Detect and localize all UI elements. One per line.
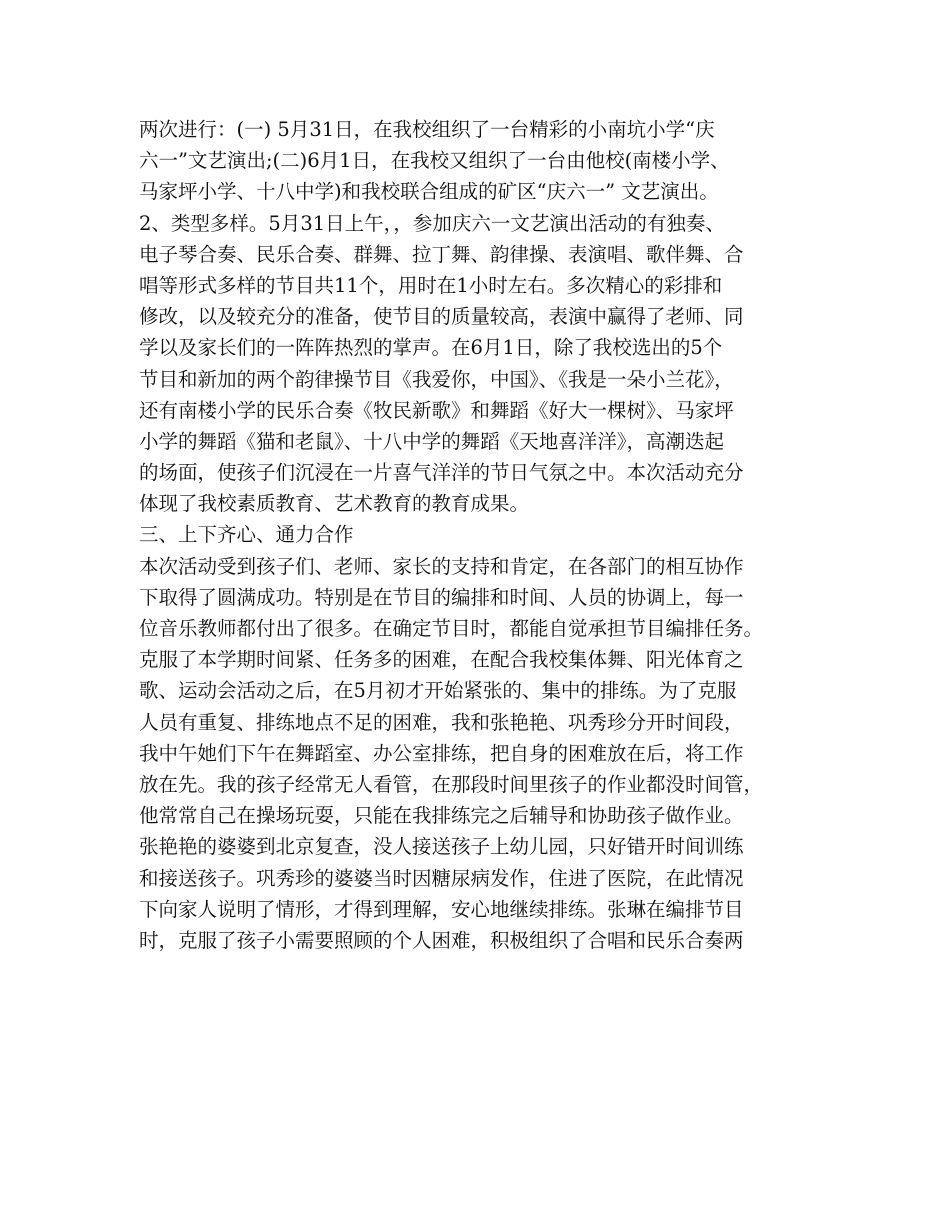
document-body xyxy=(139,114,839,956)
text-line: 修改，以及较充分的准备，使节目的质量较高，表演中赢得了老师、同 xyxy=(139,305,744,329)
text-line: 位音乐教师都付出了很多。在确定节目时，都能自觉承担节目编排任务。 xyxy=(139,617,764,640)
text-line: 下取得了圆满成功。特别是在节目的编排和时间、人员的协调上，每一 xyxy=(139,585,744,609)
text-line: 唱等形式多样的节目共11个，用时在1小时左右。多次精心的彩排和 xyxy=(139,273,723,297)
text-line: 还有南楼小学的民乐合奏《牧民新歌》和舞蹈《好大一棵树》、马家坪 xyxy=(139,398,734,422)
text-line: 六一”文艺演出;(二)6月1日，在我校又组织了一台由他校(南楼小学、 xyxy=(139,149,730,173)
text-line: 放在先。我的孩子经常无人看管，在那段时间里孩子的作业都没时间管， xyxy=(139,772,764,796)
text-line: 和接送孩子。巩秀珍的婆婆当时因糖尿病发作，住进了医院，在此情况 xyxy=(139,866,744,890)
text-line: 电子琴合奏、民乐合奏、群舞、拉丁舞、韵律操、表演唱、歌伴舞、合 xyxy=(139,242,744,266)
text-line: 歌、运动会活动之后，在5月初才开始紧张的、集中的排练。为了克服 xyxy=(139,679,737,703)
text-line: 2、类型多样。5月31日上午，，参加庆六一文艺演出活动的有独奏、 xyxy=(139,211,725,235)
text-line: 张艳艳的婆婆到北京复查，没人接送孩子上幼儿园，只好错开时间训练 xyxy=(139,835,744,859)
text-line: 他常常自己在操场玩耍，只能在我排练完之后辅导和协助孩子做作业。 xyxy=(139,804,744,828)
text-line: 本次活动受到孩子们、老师、家长的支持和肯定，在各部门的相互协作 xyxy=(139,554,744,578)
text-line: 体现了我校素质教育、艺术教育的教育成果。 xyxy=(139,492,530,516)
section-heading: 三、上下齐心、通力合作 xyxy=(139,523,354,547)
text-line: 节目和新加的两个韵律操节目《我爱你，中国》、《我是一朵小兰花》， xyxy=(139,367,734,391)
text-line: 我中午她们下午在舞蹈室、办公室排练，把自身的困难放在后，将工作 xyxy=(139,741,744,765)
text-line: 的场面，使孩子们沉浸在一片喜气洋洋的节日气氛之中。本次活动充分 xyxy=(139,461,744,485)
text-line: 小学的舞蹈《猫和老鼠》、十八中学的舞蹈《天地喜洋洋》，高潮迭起 xyxy=(139,429,725,453)
text-line: 时，克服了孩子小需要照顾的个人困难，积极组织了合唱和民乐合奏两 xyxy=(139,928,744,952)
text-line: 学以及家长们的一阵阵热烈的掌声。在6月1日，除了我校选出的5个 xyxy=(139,336,723,360)
text-line: 两次进行：(一) 5月31日，在我校组织了一台精彩的小南坑小学“庆 xyxy=(139,118,715,141)
text-line: 马家坪小学、十八中学)和我校联合组成的矿区“庆六一” 文艺演出。 xyxy=(139,180,719,204)
text-line: 人员有重复、排练地点不足的困难，我和张艳艳、巩秀珍分开时间段， xyxy=(139,710,744,734)
text-line: 克服了本学期时间紧、任务多的困难，在配合我校集体舞、阳光体育之 xyxy=(139,648,744,672)
text-line: 下向家人说明了情形，才得到理解，安心地继续排练。张琳在编排节目 xyxy=(139,897,744,921)
